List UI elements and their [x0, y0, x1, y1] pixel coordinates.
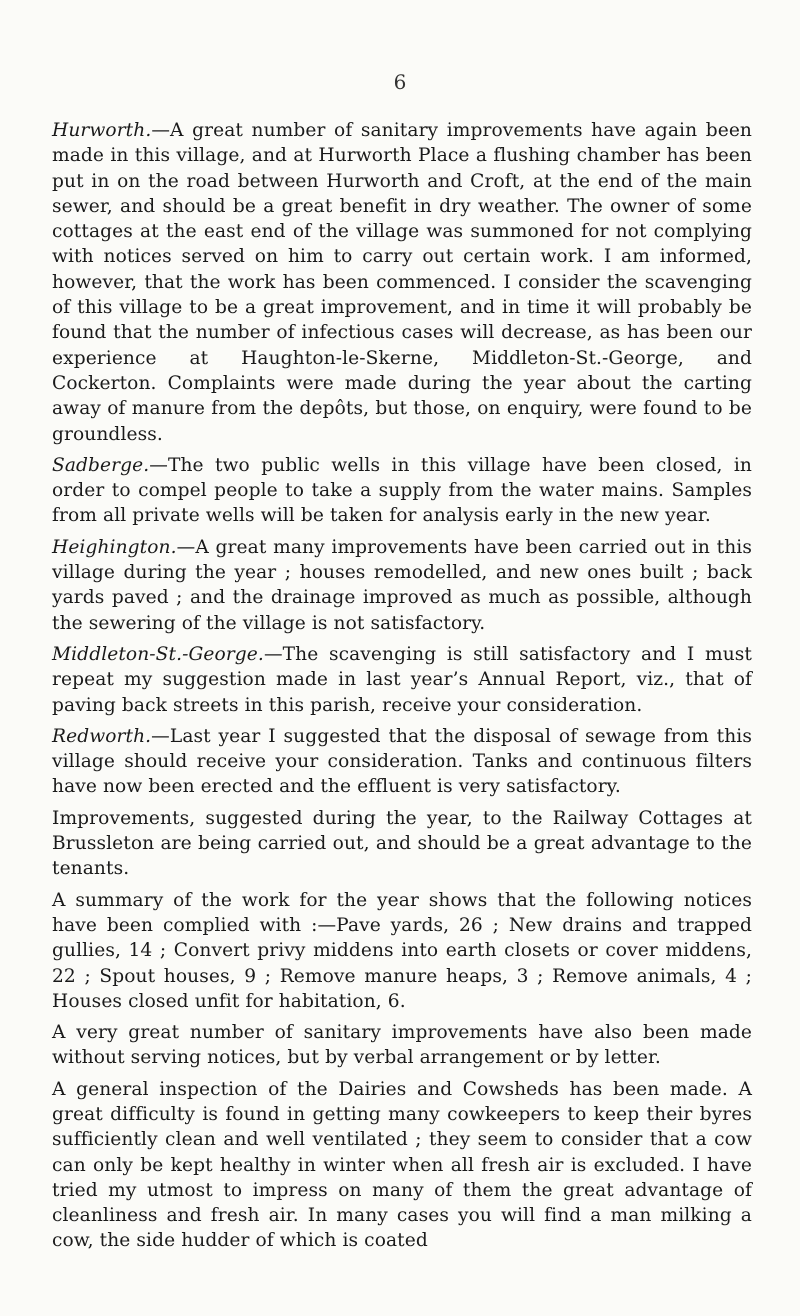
- paragraph-dairies-inspection: [52, 1077, 752, 1254]
- page-number: 6: [393, 70, 407, 94]
- paragraph-middleton: [52, 642, 752, 718]
- paragraph-notices-summary: [52, 888, 752, 1014]
- paragraph-text: Improvements, suggested during the year, to the Railway Cottages at Brussleton are being carried out, and should be a great advantage to the tenants.: [52, 807, 752, 880]
- place-heading: Hurworth.: [52, 120, 152, 141]
- paragraph-text: A summary of the work for the year shows that the following notices have been complied with :—Pave yards, 26 ; New drains and trapped gullies, 14 ; Convert privy middens into earth closets or cover middens, 22 ; Spout houses, 9 ; Remove manure heaps, 3 ; Remove animals, 4 ; Houses closed unfit for habitation, 6.: [52, 889, 752, 1012]
- paragraph-railway-cottages: [52, 806, 752, 882]
- paragraph-sadberge: [52, 453, 752, 529]
- place-heading: Sadberge.: [52, 454, 150, 476]
- paragraph-text: A general inspection of the Dairies and Cowsheds has been made. A great difficulty is found in getting many cowkeepers to keep their byres sufficiently clean and well ventilated ; they seem to consider that a cow can only be kept healthy in winter when all fresh air is excluded. I have tried my utmost to impress on many of them the great advantage of cleanliness and fresh air. In many cases you will find a man milking a cow, the side hudder of which is coated: [52, 1078, 752, 1252]
- paragraph-text: A very great number of sanitary improvements have also been made without serving notices, but by verbal arrangement or by letter.: [52, 1022, 752, 1069]
- paragraph-text: —The scavenging is still satisfactory and I must repeat my suggestion made in last year’s Annual Report, viz., that of paving back streets in this parish, receive your consideration.: [52, 643, 752, 716]
- place-heading: Middleton-St.-George.: [52, 643, 264, 665]
- paragraph-text: —The two public wells in this village have been closed, in order to compel people to take a supply from the water mains. Samples from all private wells will be taken for analysis early in the new year.: [52, 454, 752, 527]
- place-heading: Heighington.: [52, 536, 177, 558]
- place-heading: Redworth.: [52, 725, 152, 747]
- report-body: [52, 118, 752, 1260]
- paragraph-verbal-improvements: [52, 1020, 752, 1071]
- paragraph-hurworth: [52, 118, 752, 447]
- paragraph-text: —Last year I suggested that the disposal of sewage from this village should receive your consideration. Tanks and continuous filters have now been erected and the effluent is very satisfactory.: [52, 725, 752, 798]
- paragraph-text: —A great number of sanitary improvements have again been made in this village, and at Hurworth Place a flushing chamber has been put in on the road between Hurworth and Croft, at the end of the main sewer, and should be a great benefit in dry weather. The owner of some cottages at the east end of the village was summoned for not complying with notices served on him to carry out certain work. I am informed, however, that the work has been commenced. I consider the scavenging of this village to be a great improvement, and in time it will probably be found that the number of infectious cases will decrease, as has been our experience at Haughton-le-Skerne, Middleton-St.-George, and Cockerton. Complaints were made during the year about the carting away of manure from the depôts, but those, on enquiry, were found to be groundless.: [52, 120, 752, 445]
- paragraph-text: —A great many improvements have been carried out in this village during the year ; houses remodelled, and new ones built ; back yards paved ; and the drainage improved as much as possible, although the sewering of the village is not satisfactory.: [52, 536, 752, 634]
- paragraph-redworth: [52, 724, 752, 800]
- paragraph-heighington: [52, 535, 752, 636]
